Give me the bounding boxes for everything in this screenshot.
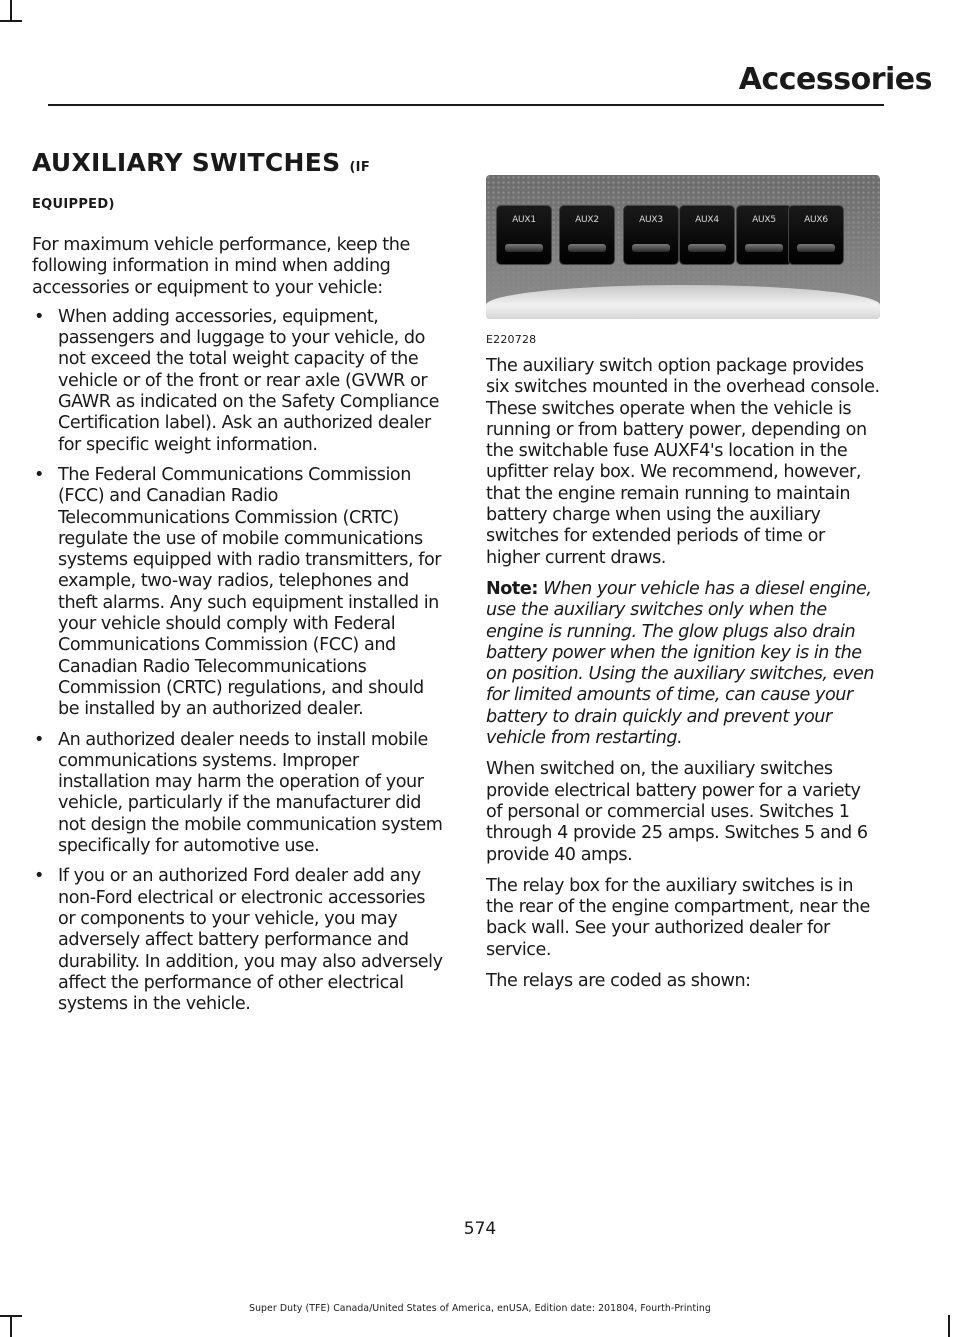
body-paragraph: The relays are coded as shown: bbox=[486, 971, 751, 992]
auxiliary-switches-photo bbox=[486, 175, 880, 319]
crop-mark bbox=[10, 0, 12, 22]
list-item bbox=[32, 465, 447, 721]
bullet-icon: • bbox=[34, 866, 44, 887]
bullet-icon: • bbox=[34, 306, 44, 327]
crop-mark bbox=[0, 20, 22, 22]
page-number: 574 bbox=[463, 1219, 497, 1239]
list-item-text: The Federal Communications Commission (FCC) and Canadian Radio Telecommunications Commission (CRTC) regulate the use of mobile communications systems equipped with radio transmitters, for example, two-way radios, telephones and theft alarms. Any such equipment installed in your vehicle should comply with Federal Communications Commission (FCC) and Canadian Radio Telecommunications Commission (CRTC) regulations, and should be installed by an authorized dealer. bbox=[58, 464, 442, 720]
aux-switch-label: AUX4 bbox=[695, 215, 719, 225]
figure-code: E220728 bbox=[486, 333, 537, 346]
crop-mark bbox=[0, 1315, 22, 1317]
aux-switch bbox=[623, 205, 679, 265]
rocker-icon bbox=[568, 244, 606, 252]
left-column bbox=[32, 148, 447, 1024]
list-item-text: An authorized dealer needs to install mobile communications systems. Improper installation may harm the operation of your vehicle, particularly if the manufacturer did not design the mobile communication system specifically for automotive use. bbox=[58, 729, 443, 857]
section-heading-small: (IF bbox=[349, 160, 370, 175]
header-rule bbox=[48, 104, 884, 106]
aux-switch bbox=[788, 205, 844, 265]
body-paragraph: The relay box for the auxiliary switches is in the rear of the engine compartment, near the back wall. See your authorized dealer for service. bbox=[486, 875, 870, 960]
rocker-icon bbox=[632, 244, 670, 252]
intro-paragraph: For maximum vehicle performance, keep the following information in mind when adding accessories or equipment to your vehicle: bbox=[32, 235, 410, 298]
overhead-console bbox=[486, 285, 880, 319]
rocker-icon bbox=[688, 244, 726, 252]
section-heading bbox=[32, 148, 447, 183]
body-paragraph: The auxiliary switch option package provides six switches mounted in the overhead console. These switches operate when the vehicle is running or from battery power, depending on the switchable fuse AUXF4's location in the upfitter relay box. We recommend, however, that the engine remain running to maintain battery charge when using the auxiliary switches for extended periods of time or higher current draws. bbox=[486, 356, 880, 568]
note-paragraph bbox=[486, 579, 880, 749]
aux-switch bbox=[496, 205, 552, 265]
rocker-icon bbox=[505, 244, 543, 252]
rocker-icon bbox=[797, 244, 835, 252]
footer-text: Super Duty (TFE) Canada/United States of America, enUSA, Edition date: 201804, Fourth-Printing bbox=[249, 1303, 711, 1314]
bullet-icon: • bbox=[34, 729, 44, 750]
bullet-list bbox=[32, 307, 447, 1016]
list-item-text: When adding accessories, equipment, passengers and luggage to your vehicle, do not exceed the total weight capacity of the vehicle or of the front or rear axle (GVWR or GAWR as indicated on the Safety Compliance Certification label). Ask an authorized dealer for specific weight information. bbox=[58, 306, 439, 455]
aux-switch bbox=[679, 205, 735, 265]
right-column bbox=[486, 148, 880, 992]
aux-switch-label: AUX1 bbox=[512, 215, 536, 225]
list-item-text: If you or an authorized Ford dealer add any non-Ford electrical or electronic accessories or components to your vehicle, you may adversely affect battery performance and durability. In addition, you may also adversely affect the performance of other electrical systems in the vehicle. bbox=[58, 866, 443, 1015]
crop-mark bbox=[948, 1315, 950, 1337]
note-label: Note: bbox=[486, 578, 538, 599]
aux-switch-label: AUX3 bbox=[639, 215, 663, 225]
list-item bbox=[32, 730, 447, 858]
crop-mark bbox=[10, 1315, 12, 1337]
aux-switch-label: AUX2 bbox=[575, 215, 599, 225]
list-item bbox=[32, 307, 447, 456]
rocker-icon bbox=[745, 244, 783, 252]
aux-switch-label: AUX6 bbox=[804, 215, 828, 225]
aux-switch bbox=[736, 205, 792, 265]
page-header-title: Accessories bbox=[738, 62, 932, 97]
bullet-icon: • bbox=[34, 464, 44, 485]
body-paragraph: When switched on, the auxiliary switches provide electrical battery power for a variety of personal or commercial uses. Switches 1 through 4 provide 25 amps. Switches 5 and 6 provide 40 amps. bbox=[486, 759, 868, 865]
note-text: When your vehicle has a diesel engine, use the auxiliary switches only when the engine is running. The glow plugs also drain battery power when the ignition key is in the on position. Using the auxiliary switches, even for limited amounts of time, can cause your battery to drain quickly and prevent your vehicle from restarting. bbox=[486, 578, 875, 749]
aux-switch bbox=[559, 205, 615, 265]
section-heading-main: AUXILIARY SWITCHES bbox=[32, 148, 341, 177]
aux-switch-label: AUX5 bbox=[752, 215, 776, 225]
list-item bbox=[32, 866, 447, 1015]
section-heading-continued: EQUIPPED) bbox=[32, 197, 115, 212]
